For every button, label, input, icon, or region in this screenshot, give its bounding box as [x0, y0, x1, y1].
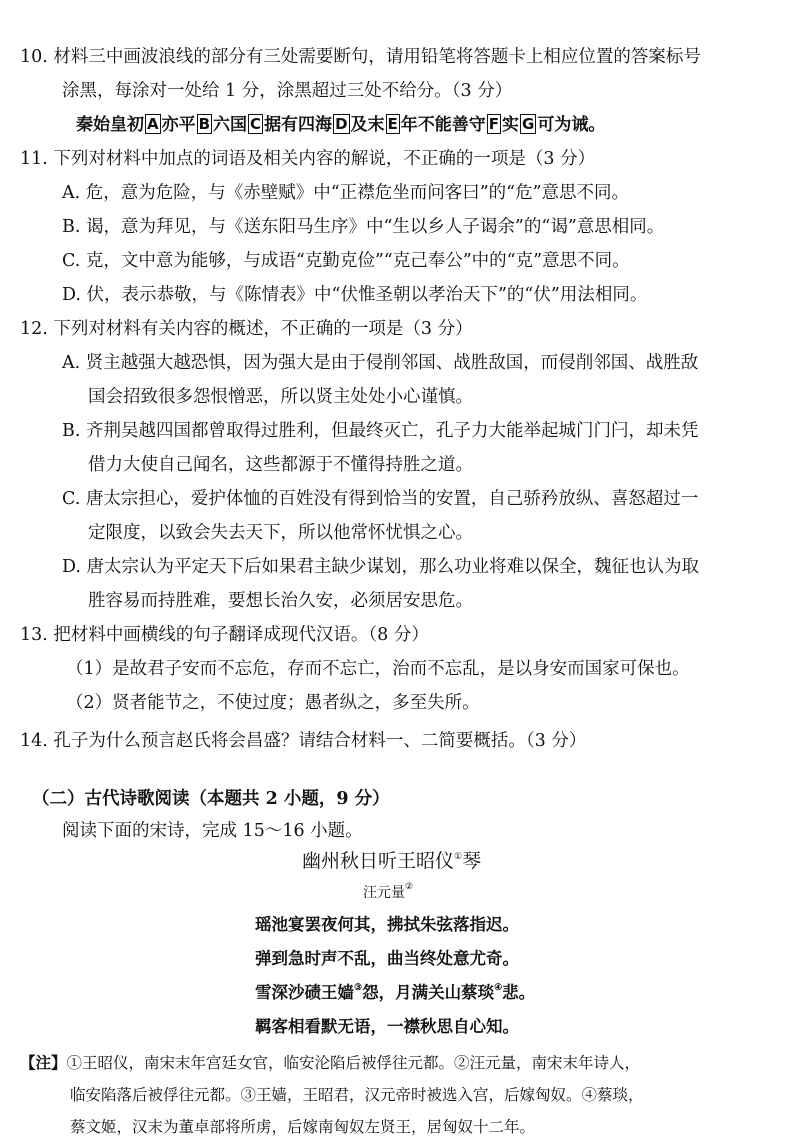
- notes-line-1: [20, 1050, 640, 1076]
- q12-option-c[interactable]: C. 唐太宗担心，爱护体恤的百姓没有得到恰当的安置，自己骄矜放纵、喜怒超过一: [62, 489, 699, 509]
- poem-title-end: 琴: [462, 850, 482, 872]
- footnote-ref-1: ①: [454, 852, 463, 862]
- break-marker-g[interactable]: G: [522, 115, 535, 133]
- poem-line-3: [255, 980, 535, 1006]
- sentence-text: 及末: [350, 115, 385, 135]
- q14-stem: 14. 孔子为什么预言赵氏将会昌盛？请结合材料一、二简要概括。（3 分）: [20, 731, 587, 751]
- q12-option-a-cont: 国会招致很多怨恨憎恶，所以贤主处处小心谨慎。: [88, 387, 473, 407]
- break-marker-a[interactable]: A: [147, 115, 159, 133]
- poem-author-name: 汪元量: [363, 885, 405, 901]
- q12-option-c-cont: 定限度，以致会失去天下，所以他常怀忧惧之心。: [88, 523, 473, 543]
- q10-line2: 涂黑，每涂对一处给 1 分，涂黑超过三处不给分。（3 分）: [62, 81, 513, 101]
- notes-text-1: ①王昭仪，南宋末年宫廷女官，临安沦陷后被俘往元都。②汪元量，南宋末年诗人，: [66, 1054, 641, 1072]
- q11-option-d[interactable]: D. 伏，表示恭敬，与《陈情表》中“伏惟圣朝以孝治天下”的“伏”用法相同。: [62, 285, 648, 305]
- q12-stem: 12. 下列对材料有关内容的概述，不正确的一项是（3 分）: [20, 319, 473, 339]
- footnote-ref-2: ②: [405, 882, 414, 892]
- notes-label: 【注】: [20, 1053, 67, 1072]
- poem-line-3-part1: 雪深沙碛王嫱: [255, 983, 354, 1002]
- sentence-text: 六国: [213, 115, 248, 135]
- q12-option-d[interactable]: D. 唐太宗认为平定天下后如果君主缺少谋划，那么功业将难以保全，魏征也认为取: [62, 557, 700, 577]
- poem-line-3-part3: 悲。: [502, 983, 536, 1002]
- break-marker-d[interactable]: D: [335, 115, 348, 133]
- q10-sentence: [76, 112, 605, 138]
- sentence-text: 可为诫。: [537, 115, 606, 135]
- q12-option-b-cont: 借力大使自己闻名，这些都源于不懂得持胜之道。: [88, 455, 473, 475]
- q12-option-d-cont: 胜容易而持胜难，要想长治久安，必须居安思危。: [88, 591, 473, 611]
- sentence-text: 年不能善守: [400, 115, 486, 135]
- break-marker-e[interactable]: E: [387, 115, 398, 133]
- sentence-text: 秦始皇初: [76, 115, 144, 135]
- q11-stem: 11. 下列对材料中加点的词语及相关内容的解说，不正确的一项是（3 分）: [20, 149, 596, 169]
- q12-option-b[interactable]: B. 齐荆吴越四国都曾取得过胜利，但最终灭亡，孔子力大能举起城门门闩，却未凭: [62, 421, 699, 441]
- break-marker-b[interactable]: B: [198, 115, 211, 133]
- section-intro: 阅读下面的宋诗，完成 15～16 小题。: [62, 821, 363, 841]
- q11-option-a[interactable]: A. 危，意为危险，与《赤壁赋》中“正襟危坐而问客曰”的“危”意思不同。: [62, 183, 630, 203]
- break-marker-c[interactable]: C: [250, 115, 262, 133]
- section-heading: （二）古代诗歌阅读（本题共 2 小题，9 分）: [32, 789, 390, 809]
- notes-line-2: 临安陷落后被俘往元都。③王嫱，王昭君，汉元帝时被选入宫，后嫁匈奴。④蔡琰，: [70, 1086, 644, 1104]
- break-marker-f[interactable]: F: [488, 115, 500, 133]
- q10-line1: 10. 材料三中画波浪线的部分有三处需要断句，请用铅笔将答题卡上相应位置的答案标号: [20, 47, 701, 67]
- poem-line-3-part2: 怨，月满关山蔡琰: [362, 983, 495, 1002]
- q13-stem: 13. 把材料中画横线的句子翻译成现代汉语。（8 分）: [20, 625, 429, 645]
- footnote-ref-3: ③: [354, 983, 363, 993]
- poem-title-text: 幽州秋日听王昭仪: [302, 850, 455, 872]
- q12-option-a[interactable]: A. 贤主越强大越恐惧，因为强大是由于侵削邻国、战胜敌国，而侵削邻国、战胜敌: [62, 353, 699, 373]
- q13-sentence-2: （2）贤者能节之，不使过度；愚者纵之，多至失所。: [66, 693, 480, 713]
- footnote-ref-4: ④: [494, 983, 503, 993]
- poem-line-4: 羁客相看默无语，一襟秋思自心知。: [255, 1017, 519, 1036]
- notes-line-3: 蔡文姬，汉末为董卓部将所虏，后嫁南匈奴左贤王，居匈奴十二年。: [70, 1118, 536, 1136]
- poem-title: [302, 848, 481, 874]
- q11-option-c[interactable]: C. 克，文中意为能够，与成语“克勤克俭”“克己奉公”中的“克”意思不同。: [62, 251, 630, 271]
- poem-line-2: 弹到急时声不乱，曲当终处意尤奇。: [255, 949, 519, 968]
- sentence-text: 亦平: [161, 115, 196, 135]
- q13-sentence-1: （1）是故君子安而不忘危，存而不忘亡，治而不忘乱，是以身安而国家可保也。: [66, 659, 690, 679]
- q11-option-b[interactable]: B. 谒，意为拜见，与《送东阳马生序》中“生以乡人子谒余”的“谒”意思相同。: [62, 217, 665, 237]
- poem-line-1: 瑶池宴罢夜何其，拂拭朱弦落指迟。: [255, 915, 519, 934]
- sentence-text: 实: [502, 115, 520, 135]
- sentence-text: 据有四海: [264, 115, 333, 135]
- poem-author: [363, 880, 413, 906]
